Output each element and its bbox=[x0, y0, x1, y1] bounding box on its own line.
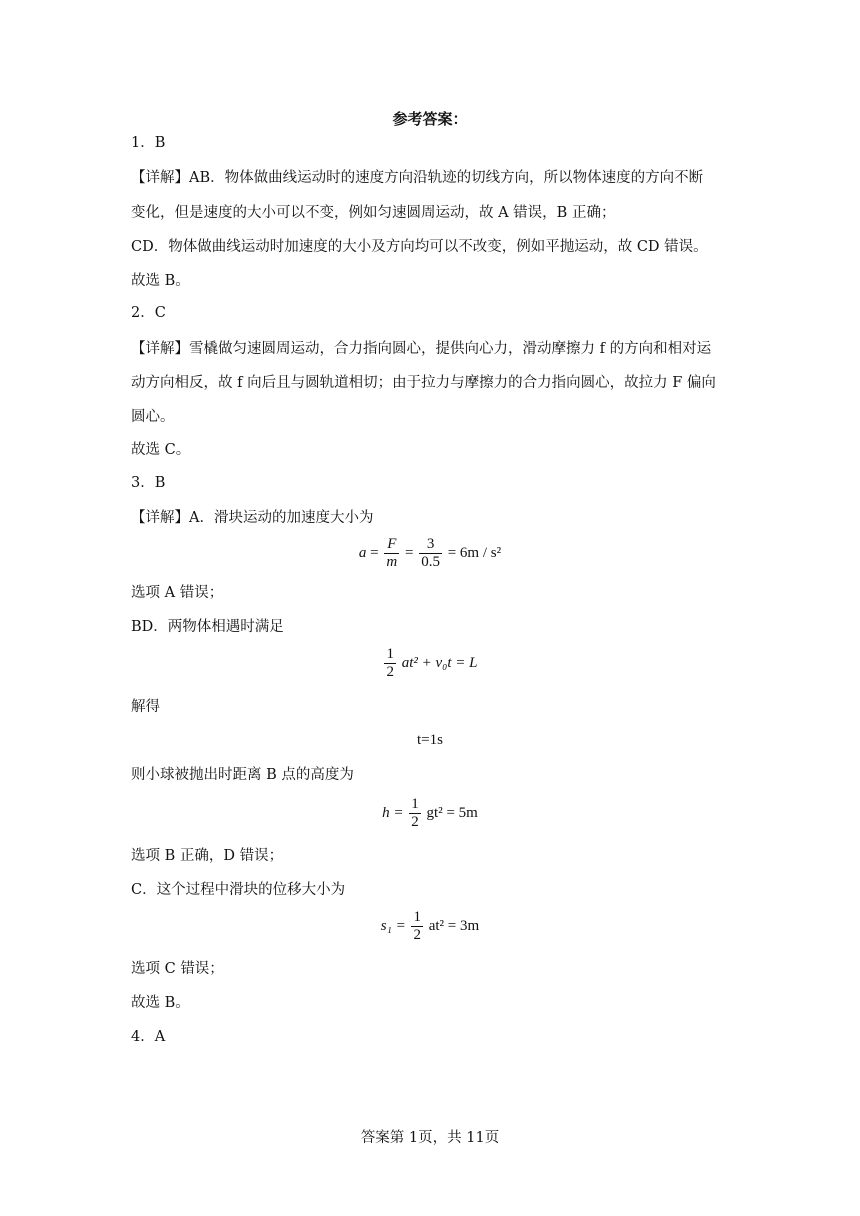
q3-explanation-line-1: 【详解】A．滑块运动的加速度大小为 bbox=[131, 510, 374, 526]
eq2-numerator: 1 bbox=[386, 646, 394, 662]
q1-explanation-line-2: 变化，但是速度的大小可以不变，例如匀速圆周运动，故 A 错误，B 正确； bbox=[131, 205, 616, 221]
eq1-fraction-values bbox=[419, 536, 442, 571]
q1-conclusion: 故选 B。 bbox=[131, 273, 190, 289]
q2-explanation-line-2: 动方向相反，故 f 向后且与圆轨道相切；由于拉力与摩擦力的合力指向圆心，故拉力 F 偏向 bbox=[131, 375, 716, 391]
eq1-numerator-1: F bbox=[387, 536, 397, 552]
q2-conclusion: 故选 C。 bbox=[131, 442, 191, 458]
eq3-body: t=1s bbox=[417, 732, 443, 748]
eq5-fraction-half bbox=[411, 909, 423, 944]
eq1-denominator-2: 0.5 bbox=[421, 554, 440, 570]
q3-conclusion: 故选 B。 bbox=[131, 995, 190, 1011]
q4-answer: 4．A bbox=[131, 1029, 166, 1045]
q3-explanation-line-8: 选项 C 错误； bbox=[131, 961, 224, 977]
eq1-numerator-2: 3 bbox=[419, 536, 442, 554]
eq5-lhs: s₁ = bbox=[380, 917, 406, 934]
eq4-fraction-half bbox=[409, 796, 421, 831]
q3-equation-acceleration: a = $\frac{F}{m}$ = $\frac{3}{0.5}$ = 6m / s² bbox=[358, 536, 502, 570]
q2-explanation-line-3: 圆心。 bbox=[131, 409, 175, 425]
eq1-denominator-1: m bbox=[386, 554, 398, 570]
q2-answer: 2．C bbox=[131, 305, 166, 321]
eq1-fraction-force-mass bbox=[384, 536, 399, 571]
eq4-numerator: 1 bbox=[411, 796, 419, 812]
page-footer: 答案第 1页，共 11页 bbox=[360, 1130, 500, 1146]
page-title: 参考答案： bbox=[392, 110, 468, 128]
q3-equation-displacement bbox=[0, 909, 860, 944]
eq5-rhs: at² = 3m bbox=[428, 917, 480, 934]
q3-equation-height bbox=[0, 796, 860, 831]
eq4-denominator: 2 bbox=[411, 814, 419, 830]
q3-explanation-line-7: C．这个过程中滑块的位移大小为 bbox=[131, 882, 346, 898]
eq5-denominator: 2 bbox=[413, 927, 421, 943]
eq5-numerator: 1 bbox=[413, 909, 421, 925]
q2-explanation-line-1: 【详解】雪橇做匀速圆周运动，合力指向圆心，提供向心力，滑动摩擦力 f 的方向和相对运 bbox=[131, 341, 712, 357]
eq2-body: at² + v₀t = L bbox=[401, 654, 478, 671]
eq2-denominator: 2 bbox=[386, 664, 394, 680]
q1-explanation-line-1: 【详解】AB．物体做曲线运动时的速度方向沿轨迹的切线方向，所以物体速度的方向不断 bbox=[131, 170, 704, 186]
q3-solve-label: 解得 bbox=[131, 699, 160, 715]
q3-equation-time bbox=[0, 732, 860, 749]
q3-explanation-line-6: 选项 B 正确，D 错误； bbox=[131, 848, 284, 864]
eq1-lhs: a bbox=[358, 544, 367, 561]
eq2-fraction-half bbox=[384, 646, 396, 681]
q3-explanation-line-5: 则小球被抛出时距离 B 点的高度为 bbox=[131, 767, 354, 783]
q1-answer: 1．B bbox=[131, 135, 166, 151]
eq4-lhs: h = bbox=[382, 804, 404, 821]
q1-explanation-line-3: CD．物体做曲线运动时加速度的大小及方向均可以不改变，例如平抛运动，故 CD 错误。 bbox=[131, 239, 708, 255]
q3-answer: 3．B bbox=[131, 475, 166, 491]
eq1-rhs: = 6m / s² bbox=[447, 544, 502, 561]
q3-explanation-line-2: 选项 A 错误； bbox=[131, 585, 224, 601]
eq4-rhs: gt² = 5m bbox=[426, 804, 478, 821]
q3-explanation-line-3: BD．两物体相遇时满足 bbox=[131, 619, 284, 635]
q3-equation-meet bbox=[0, 646, 860, 681]
